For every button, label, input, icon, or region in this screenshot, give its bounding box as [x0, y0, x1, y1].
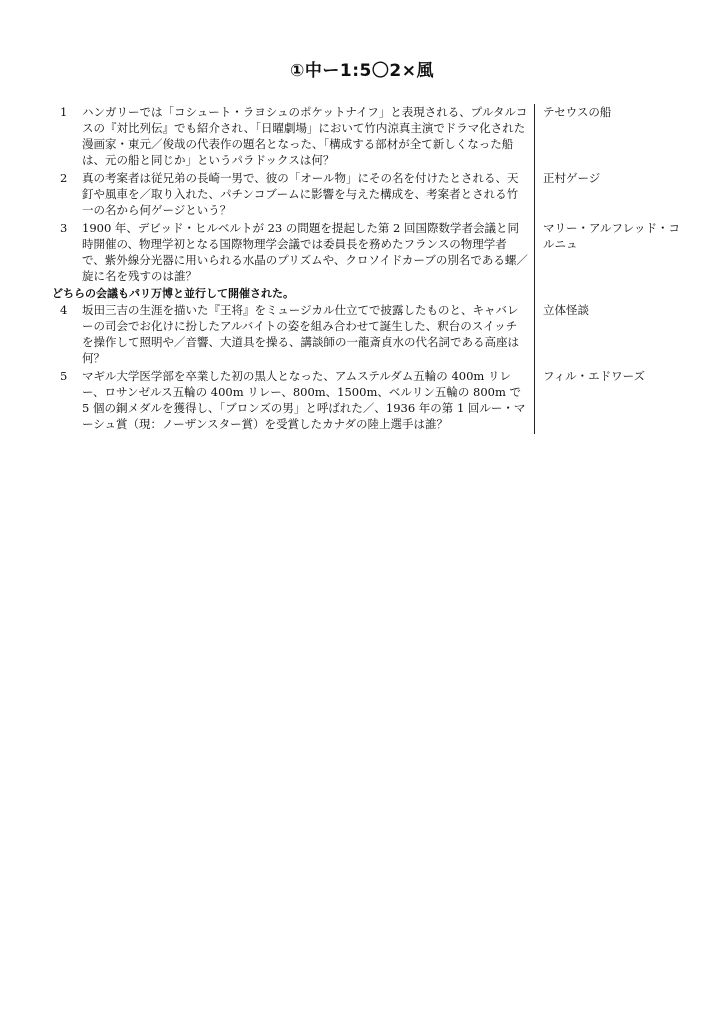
supplementary-note: どちらの会議もパリ万博と並行して開催された。 [52, 287, 294, 300]
question-row [52, 220, 691, 286]
question-text: 真の考案者は従兄弟の長崎一男で、彼の「オール物」にその名を付けたとされる、天釘や風車を／取り入れた、パチンコブームに影響を与えた構成を、考案者とされる竹一の名から何ゲージという？ [82, 171, 519, 217]
answer-text: マリー・アルフレッド・コルニュ [535, 220, 692, 286]
question-number: 3 [60, 221, 68, 235]
question-row [52, 302, 691, 368]
question-table [52, 104, 691, 434]
question-number: 4 [60, 303, 68, 317]
question-number: 1 [60, 105, 68, 119]
note-row [52, 286, 691, 302]
answer-text: テセウスの船 [535, 104, 692, 170]
answer-divider [535, 286, 692, 302]
answer-text: 正村ゲージ [535, 170, 692, 220]
question-row [52, 368, 691, 434]
question-text: マギル大学医学部を卒業した初の黒人となった、アムステルダム五輪の 400m リレー、ロサンゼルス五輪の 400m リレー、800m、1500m、ベルリン五輪の 800m で 5 個の銅メダルを獲得し、「ブロンズの男」と呼ばれた／、1936 年の第 1 回ルー・マーシュ賞（現：ノーザンスター賞）を受賞したカナダの陸上選手は誰？ [82, 369, 526, 431]
question-text: 坂田三吉の生涯を描いた『王将』をミュージカル仕立てで披露したものと、キャバレーの司会でお化けに扮したアルバイトの姿を組み合わせて誕生した、釈台のスイッチを操作して照明や／音響、大道具を操る、講談師の一龍斎貞水の代名詞である高座は何？ [82, 303, 519, 365]
answer-text: 立体怪談 [535, 302, 692, 368]
answer-text: フィル・エドワーズ [535, 368, 692, 434]
question-number: 5 [60, 369, 68, 383]
question-text: ハンガリーでは「コシュート・ラヨシュのポケットナイフ」と表現される、プルタルコスの『対比列伝』でも紹介され、「日曜劇場」において竹内涼真主演でドラマ化された漫画家・東元／俊哉の代表作の題名となった、「構成する部材が全て新しくなった船は、元の船と同じか」というパラドックスは何？ [82, 105, 528, 167]
page-title: ①中ー1:5〇2×風 [290, 61, 434, 81]
question-row [52, 104, 691, 170]
question-row [52, 170, 691, 220]
question-text: 1900 年、デビッド・ヒルベルトが 23 の問題を提起した第 2 回国際数学者会議と同時開催の、物理学初となる国際物理学会議では委員長を務めたフランスの物理学者で、紫外線分光器に用いられる水晶のプリズムや、クロソイドカーブの別名である螺／旋に名を残すのは誰？ [82, 221, 528, 283]
question-number: 2 [60, 171, 68, 185]
